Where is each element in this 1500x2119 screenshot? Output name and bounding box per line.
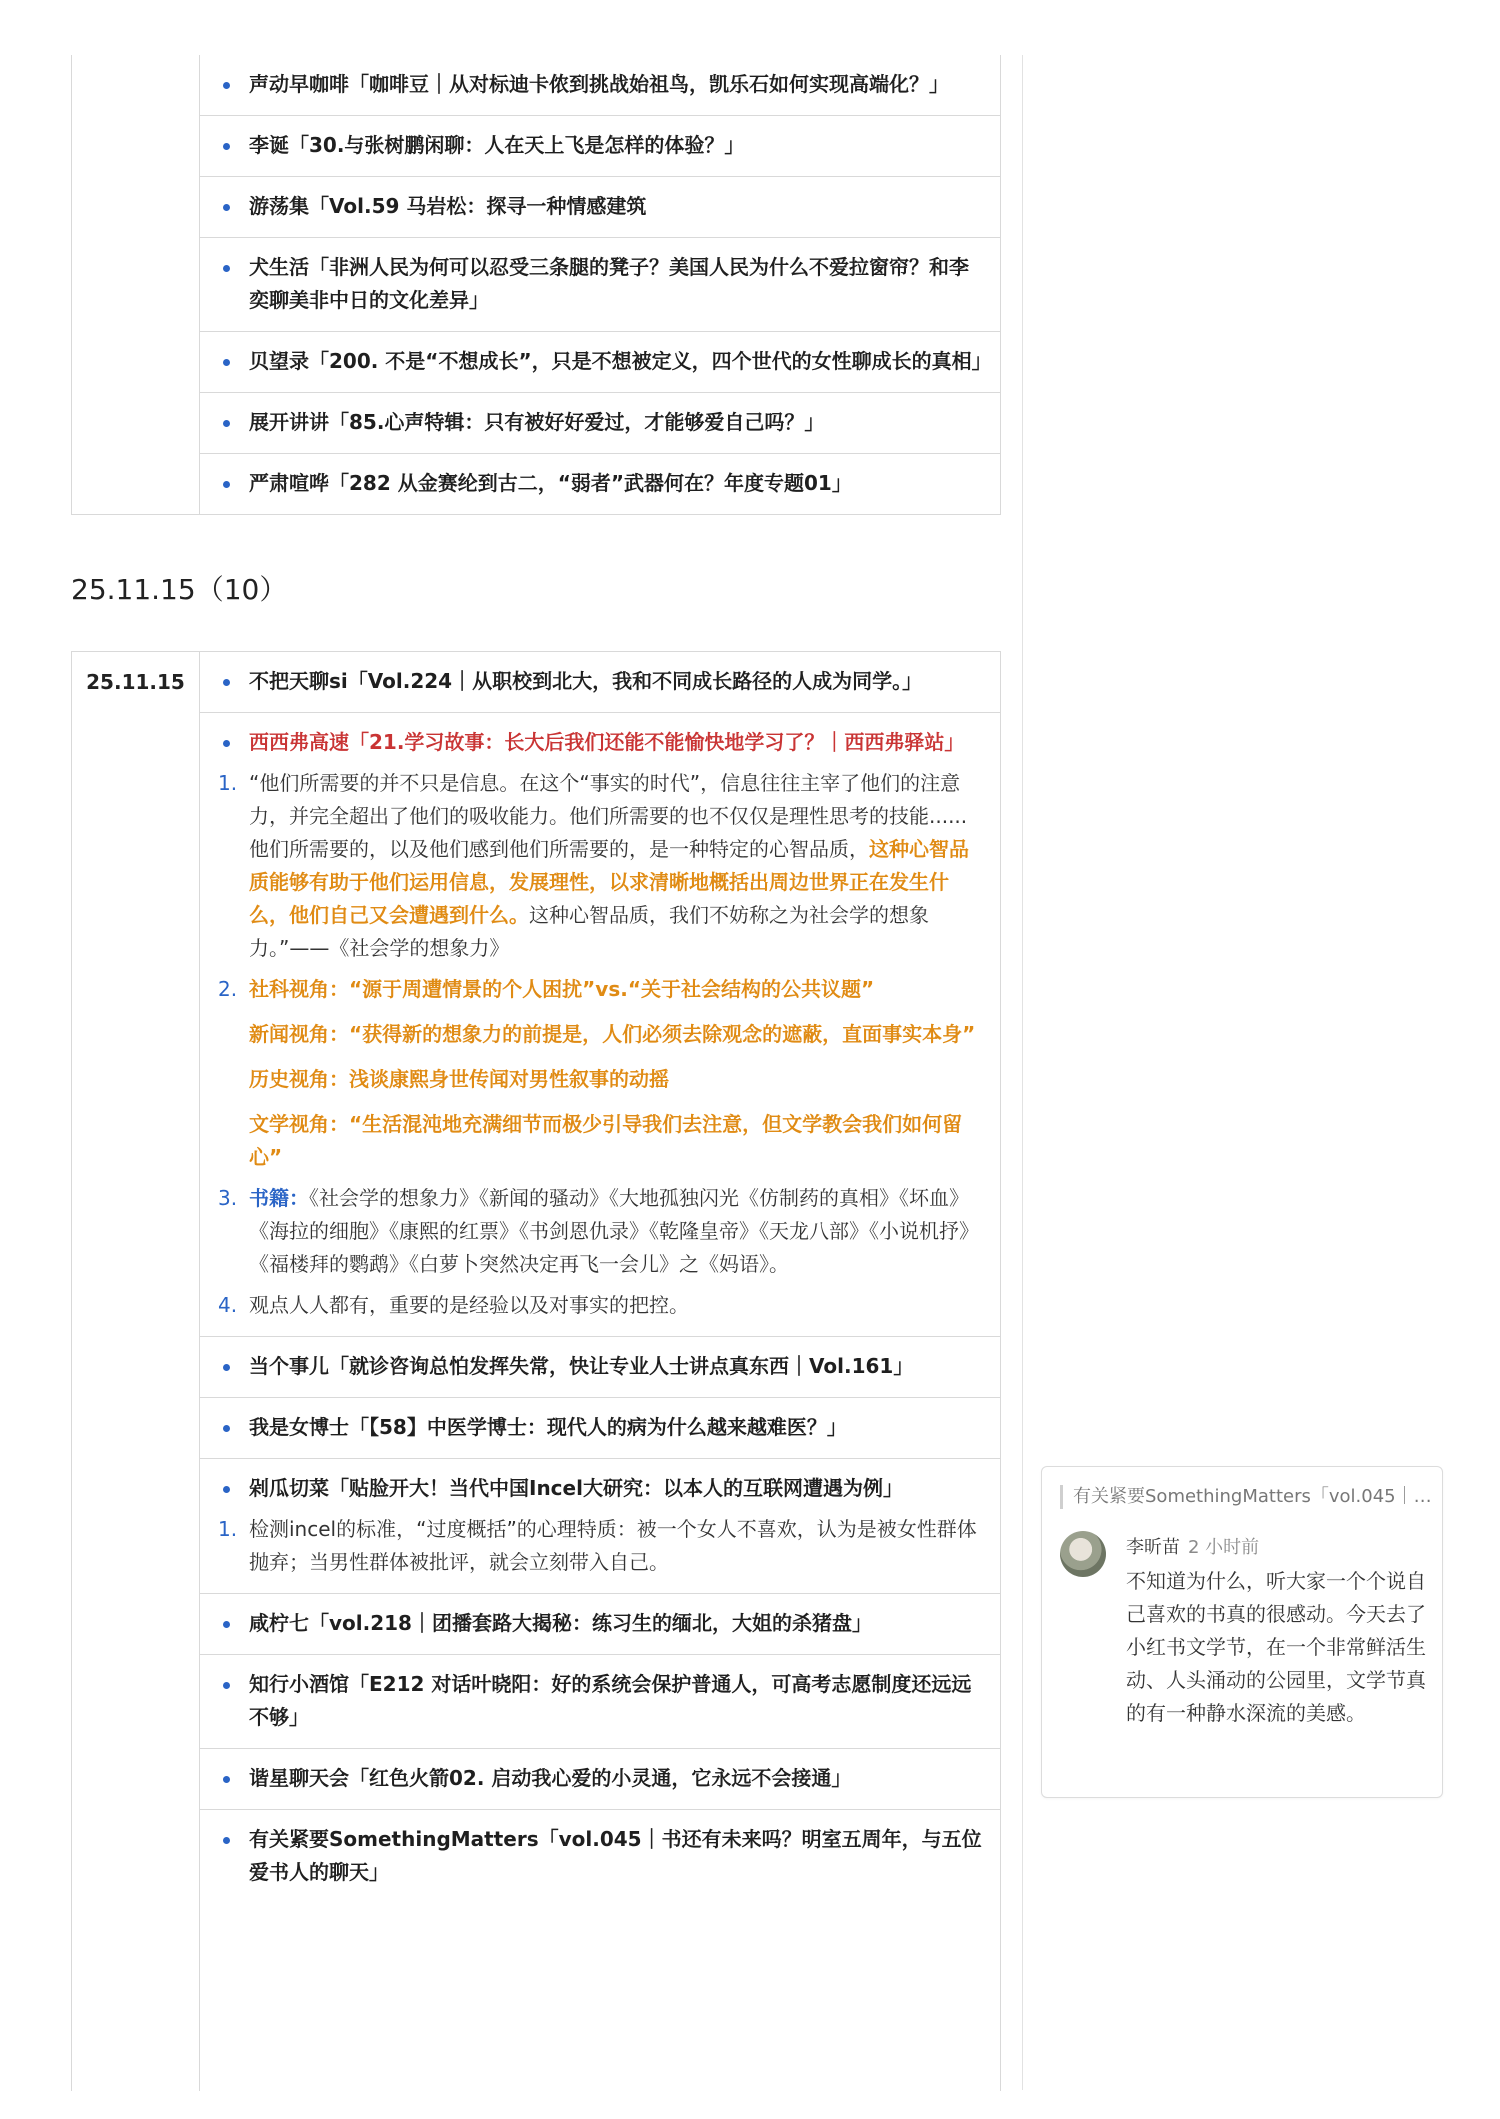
list-item [218, 1668, 982, 1734]
note-item [218, 1513, 982, 1579]
episode-title: 严肃喧哗「282 从金赛纶到古二，“弱者”武器何在？年度专题01」 [249, 471, 852, 495]
episode-title: 游荡集「Vol.59 马岩松：探寻一种情感建筑 [249, 194, 647, 218]
episode-title: 西西弗高速「21.学习故事：长大后我们还能不能愉快地学习了？｜西西弗驿站」 [249, 730, 965, 754]
table-row [200, 332, 1000, 393]
list-item [218, 68, 982, 101]
note-label: 书籍： [249, 1186, 309, 1210]
list-item [218, 467, 982, 500]
episode-title: 李诞「30.与张树鹏闲聊：人在天上飞是怎样的体验？」 [249, 133, 745, 157]
bullet-icon [223, 204, 230, 211]
comment-header [1126, 1533, 1259, 1559]
table-row [200, 1459, 1000, 1594]
episode-title: 不把天聊si「Vol.224｜从职校到北大，我和不同成长路径的人成为同学。」 [249, 669, 923, 693]
table-row [200, 1749, 1000, 1810]
note-highlight: 历史视角：浅谈康熙身世传闻对男性叙事的动摇 [249, 1067, 669, 1091]
note-number: 1. [218, 771, 238, 795]
date-column [72, 55, 200, 514]
note-text: 《社会学的想象力》《新闻的骚动》《大地孤独闪光《仿制药的真相》《坏血》《海拉的细胞》《康熙的红票》《书剑恩仇录》《乾隆皇帝》《天龙八部》《小说机抒》《福楼拜的鹦鹉》《白萝卜突然决定再飞一会儿》之《妈语》。 [249, 1186, 979, 1276]
table-row [200, 55, 1000, 116]
episode-title: 贝望录「200. 不是“不想成长”，只是不想被定义，四个世代的女性聊成长的真相」 [249, 349, 992, 373]
section-heading: 25.11.15（10） [71, 573, 288, 606]
bullet-icon [223, 740, 230, 747]
bullet-icon [223, 481, 230, 488]
top-table-rows [200, 55, 1000, 514]
bullet-icon [223, 82, 230, 89]
episode-title: 当个事儿「就诊咨询总怕发挥失常，快让专业人士讲点真东西｜Vol.161」 [249, 1354, 914, 1378]
episode-title: 犬生活「非洲人民为何可以忍受三条腿的凳子？美国人民为什么不爱拉窗帘？和李奕聊美非中日的文化差异」 [249, 255, 969, 312]
list-item [218, 129, 982, 162]
bullet-icon [223, 1486, 230, 1493]
note-text: 检测incel的标准，“过度概括”的心理特质：被一个女人不喜欢，认为是被女性群体抛弃；当男性群体被批评，就会立刻带入自己。 [249, 1517, 977, 1574]
comment-card[interactable] [1041, 1466, 1443, 1798]
page-divider [1022, 55, 1023, 2090]
list-item [218, 1762, 982, 1795]
comment-time: 2 小时前 [1188, 1537, 1260, 1558]
episode-title: 咸柠七「vol.218｜团播套路大揭秘：练习生的缅北，大姐的杀猪盘」 [249, 1611, 872, 1635]
table-row [200, 238, 1000, 332]
list-item [218, 665, 982, 698]
table-row [200, 1337, 1000, 1398]
bullet-icon [223, 143, 230, 150]
date-column [72, 652, 200, 2091]
note-highlight: 社科视角：“源于周遭情景的个人困扰”vs.“关于社会结构的公共议题” [249, 977, 875, 1001]
note-item [218, 973, 982, 1174]
table-row [200, 393, 1000, 454]
note-text: “他们所需要的并不只是信息。在这个“事实的时代”，信息往往主宰了他们的注意力，并完全超出了他们的吸收能力。他们所需要的也不仅仅是理性思考的技能......他们所需要的，以及他们感到他们所需要的，是一种特定的心智品质， [249, 771, 968, 861]
list-item [218, 190, 982, 223]
episode-title: 展开讲讲「85.心声特辑：只有被好好爱过，才能够爱自己吗？」 [249, 410, 825, 434]
episode-title: 声动早咖啡「咖啡豆｜从对标迪卡侬到挑战始祖鸟，凯乐石如何实现高端化？」 [249, 72, 949, 96]
list-item [218, 1823, 982, 1889]
bullet-icon [223, 679, 230, 686]
table-row [200, 1655, 1000, 1749]
bullet-icon [223, 1776, 230, 1783]
episode-title: 我是女博士「【58】中医学博士：现代人的病为什么越来越难医？」 [249, 1415, 847, 1439]
note-number: 1. [218, 1517, 238, 1541]
note-number: 4. [218, 1293, 238, 1317]
bullet-icon [223, 1837, 230, 1844]
episode-title: 知行小酒馆「E212 对话叶晓阳：好的系统会保护普通人，可高考志愿制度还远远不够」 [249, 1672, 972, 1729]
note-number: 3. [218, 1186, 238, 1210]
episode-title: 谐星聊天会「红色火箭02. 启动我心爱的小灵通，它永远不会接通」 [249, 1766, 852, 1790]
table-row [200, 116, 1000, 177]
note-number: 2. [218, 977, 238, 1001]
note-item [218, 1182, 982, 1281]
note-item [218, 1289, 982, 1322]
bullet-icon [223, 420, 230, 427]
note-text: 这种心智品质，我们不妨称之为社会学的想象力。”——《社会学的想象力》 [249, 903, 929, 960]
list-item [218, 1472, 982, 1505]
table-row [200, 713, 1000, 1337]
bullet-icon [223, 1621, 230, 1628]
table-row [200, 1398, 1000, 1459]
comment-body: 不知道为什么，听大家一个个说自己喜欢的书真的很感动。今天去了小红书文学节，在一个非常鲜活生动、人头涌动的公园里，文学节真的有一种静水深流的美感。 [1126, 1569, 1426, 1725]
note-item [218, 767, 982, 965]
comment-author[interactable]: 李昕苗 [1126, 1537, 1180, 1558]
comment-reference[interactable]: 有关紧要SomethingMatters「vol.045｜… [1060, 1485, 1433, 1509]
avatar[interactable] [1060, 1531, 1106, 1577]
table-row [200, 652, 1000, 713]
table-row [200, 1810, 1000, 1903]
note-highlight: 新闻视角：“获得新的想象力的前提是，人们必须去除观念的遮蔽，直面事实本身” [249, 1022, 976, 1046]
note-highlight: 这种心智品质能够有助于他们运用信息，发展理性，以求清晰地概括出周边世界正在发生什么，他们自己又会遭遇到什么。 [249, 837, 969, 927]
bullet-icon [223, 265, 230, 272]
episode-title: 有关紧要SomethingMatters「vol.045｜书还有未来吗？明室五周年，与五位爱书人的聊天」 [249, 1827, 982, 1884]
bullet-icon [223, 1425, 230, 1432]
episode-title: 剁瓜切菜「贴脸开大！当代中国Incel大研究：以本人的互联网遭遇为例」 [249, 1476, 903, 1500]
note-text: 观点人人都有，重要的是经验以及对事实的把控。 [249, 1293, 689, 1317]
table-row [200, 177, 1000, 238]
list-item [218, 345, 992, 378]
list-item [218, 1350, 982, 1383]
bullet-icon [223, 359, 230, 366]
bullet-icon [223, 1364, 230, 1371]
table-row [200, 454, 1000, 514]
table-row [200, 1594, 1000, 1655]
list-item [218, 1411, 982, 1444]
date-cell: 25.11.15 [86, 670, 185, 694]
note-highlight: 文学视角：“生活混沌地充满细节而极少引导我们去注意，但文学教会我们如何留心” [249, 1112, 963, 1169]
bullet-icon [223, 1682, 230, 1689]
list-item [218, 1607, 982, 1640]
main-table [71, 651, 1001, 2091]
list-item [218, 726, 982, 759]
top-table [71, 55, 1001, 515]
main-table-rows [200, 652, 1000, 1903]
list-item [218, 251, 982, 317]
list-item [218, 406, 982, 439]
